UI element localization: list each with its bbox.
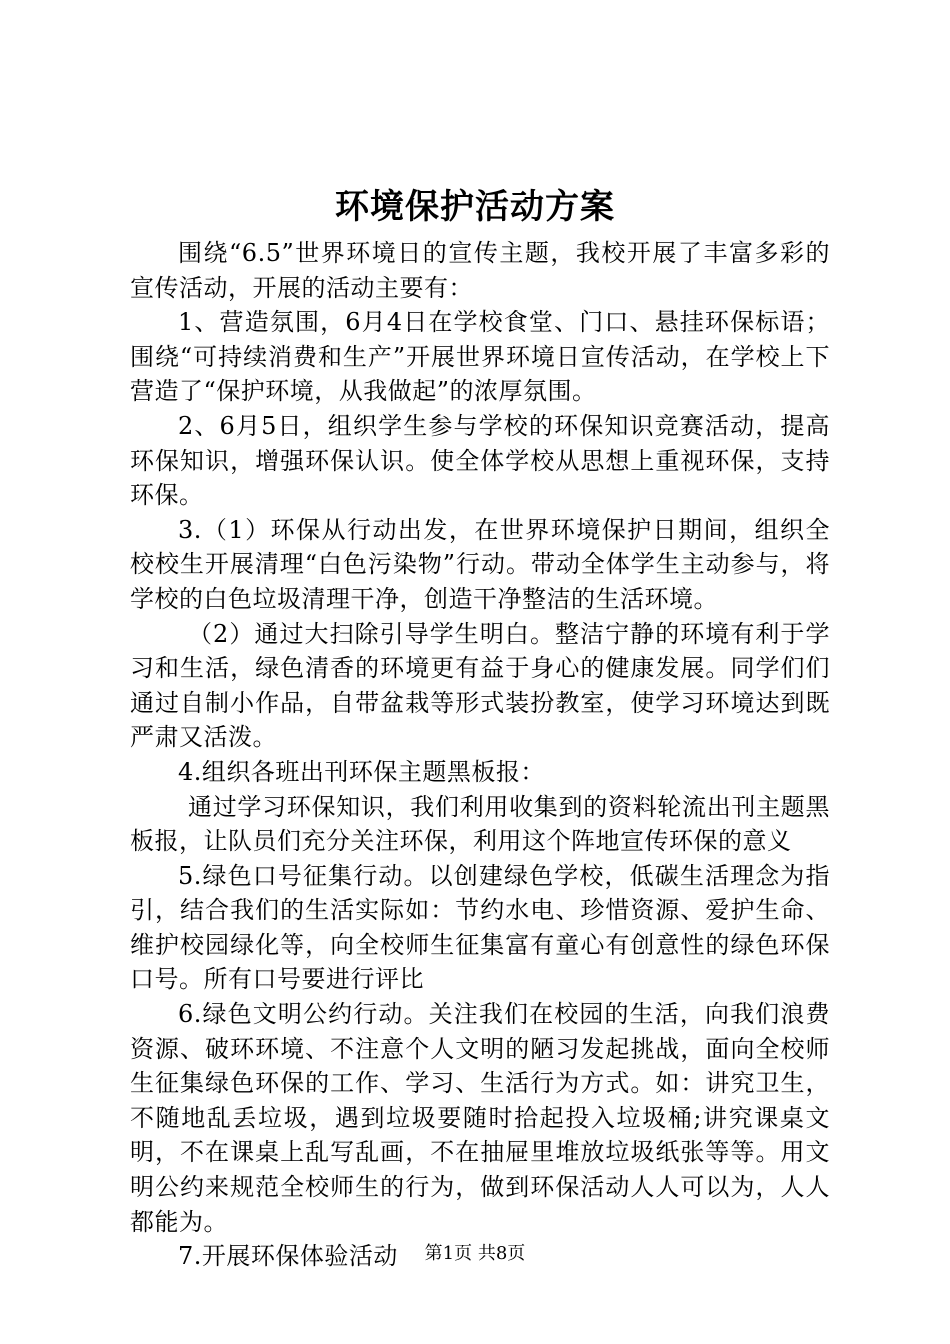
paragraph-item-7: 7.开展环保体验活动	[178, 1242, 398, 1271]
paragraph-item-6: 6.绿色文明公约行动。关注我们在校园的生活，向我们浪费资源、破环环境、不注意个人文明的陋习发起挑战，面向全校师生征集绿色环保的工作、学习、生活行为方式。如：讲究卫生，不随地乱丢垃圾，遇到垃圾要随时拾起投入垃圾桶;讲究课桌文明，不在课桌上乱写乱画，不在抽屉里堆放垃圾纸张等等。用文明公约来规范全校师生的行为，做到环保活动人人可以为，人人都能为。	[130, 1000, 830, 1236]
paragraph-item-2: 2、6月5日，组织学生参与学校的环保知识竞赛活动，提高环保知识，增强环保认识。使全体学校从思想上重视环保，支持环保。	[130, 411, 830, 510]
paragraph-item-5: 5.绿色口号征集行动。以创建绿色学校，低碳生活理念为指引，结合我们的生活实际如：节约水电、珍惜资源、爱护生命、维护校园绿化等，向全校师生征集富有童心有创意性的绿色环保口号。所有口号要进行评比	[130, 861, 830, 994]
paragraph-item-4: 4.组织各班出刊环保主题黑板报：	[178, 757, 545, 786]
paragraph-item-4-detail: 通过学习环保知识，我们利用收集到的资料轮流出刊主题黑板报，让队员们充分关注环保，利用这个阵地宣传环保的意义	[130, 792, 830, 856]
document-body	[130, 236, 830, 1274]
paragraph-item-1: 1、营造氛围，6月4日在学校食堂、门口、悬挂环保标语；围绕“可持续消费和生产”开展世界环境日宣传活动，在学校上下营造了“保护环境，从我做起”的浓厚氛围。	[130, 308, 830, 406]
paragraph-item-3-2: （2）通过大扫除引导学生明白。整洁宁静的环境有利于学习和生活，绿色清香的环境更有益于身心的健康发展。同学们们通过自制小作品，自带盆栽等形式装扮教室，使学习环境达到既严肃又活泼。	[130, 619, 830, 752]
paragraph-intro: 围绕“6.5”世界环境日的宣传主题，我校开展了丰富多彩的宣传活动，开展的活动主要有：	[130, 239, 830, 302]
paragraph-item-3-1: 3.（1）环保从行动出发，在世界环境保护日期间，组织全校校生开展清理“白色污染物”行动。带动全体学生主动参与，将学校的白色垃圾清理干净，创造干净整洁的生活环境。	[130, 515, 830, 613]
page-footer: 第1页 共8页	[424, 1243, 526, 1264]
document-title: 环境保护活动方案	[335, 187, 615, 227]
